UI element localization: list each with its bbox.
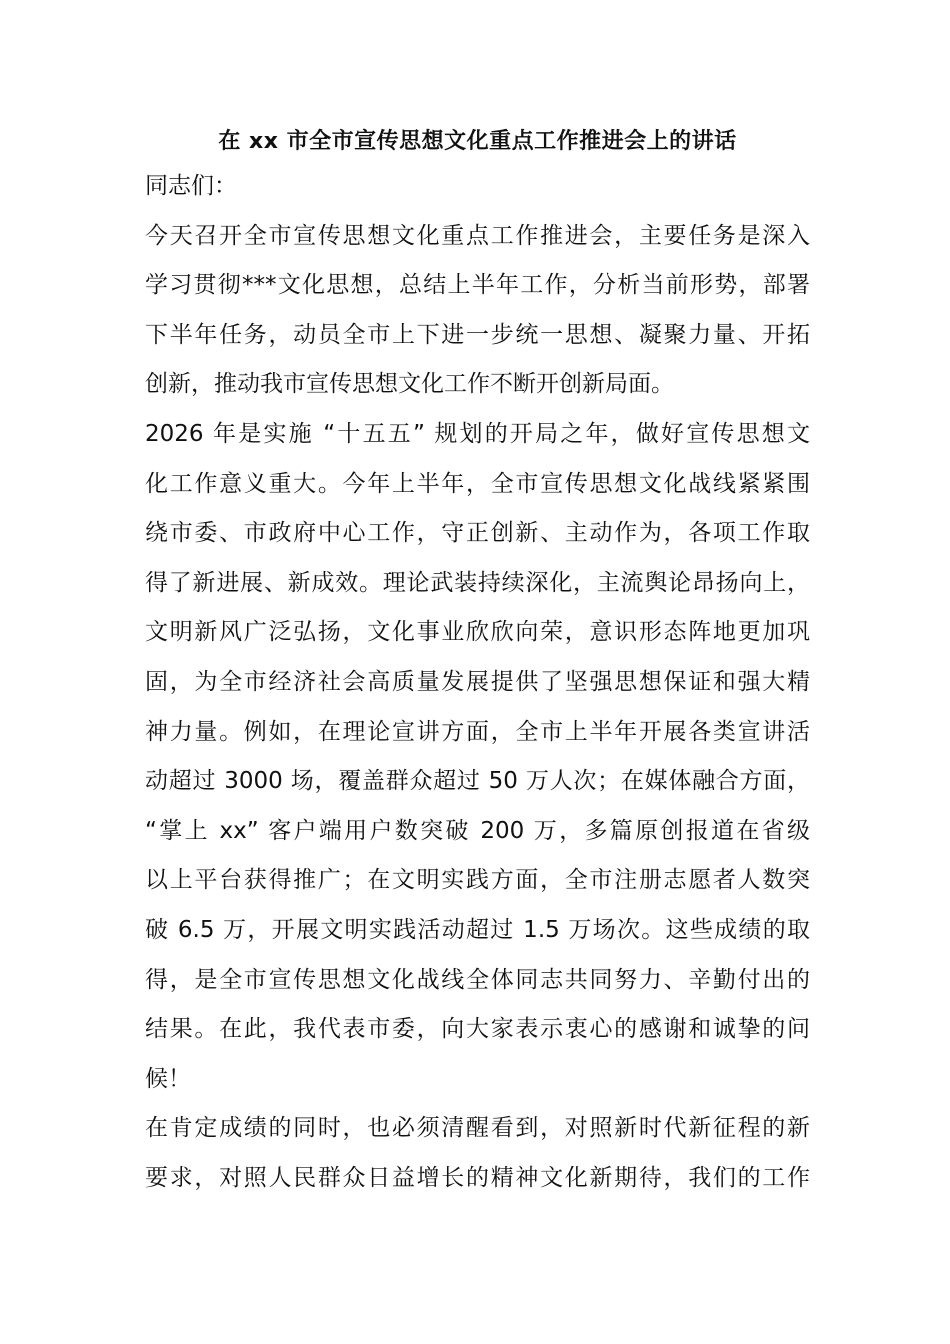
text-line: 下半年任务，动员全市上下进一步统一思想、凝聚力量、开拓 <box>145 321 810 348</box>
text-line: 固，为全市经济社会高质量发展提供了坚强思想保证和强大精 <box>145 668 810 695</box>
text-line: 要求，对照人民群众日益增长的精神文化新期待，我们的工作 <box>145 1164 810 1191</box>
text-line: 绕市委、市政府中心工作，守正创新、主动作为，各项工作取 <box>145 520 810 547</box>
text-line: 学习贯彻***文化思想，总结上半年工作，分析当前形势，部署 <box>145 272 810 299</box>
text-line: 今天召开全市宣传思想文化重点工作推进会，主要任务是深入 <box>145 222 810 249</box>
speech-title: 在 xx 市全市宣传思想文化重点工作推进会上的讲话 <box>218 129 737 154</box>
text-line: “掌上 xx” 客户端用户数突破 200 万，多篇原创报道在省级 <box>145 817 810 844</box>
text-line: 神力量。例如，在理论宣讲方面，全市上半年开展各类宣讲活 <box>145 718 810 745</box>
text-line: 动超过 3000 场，覆盖群众超过 50 万人次；在媒体融合方面， <box>145 768 810 795</box>
text-line: 候！ <box>145 1065 191 1092</box>
text-line: 破 6.5 万，开展文明实践活动超过 1.5 万场次。这些成绩的取 <box>145 916 810 943</box>
text-line: 2026 年是实施 “十五五” 规划的开局之年，做好宣传思想文 <box>145 420 810 447</box>
text-line: 在肯定成绩的同时，也必须清醒看到，对照新时代新征程的新 <box>145 1115 810 1142</box>
text-line: 得，是全市宣传思想文化战线全体同志共同努力、辛勤付出的 <box>145 966 810 993</box>
text-line: 化工作意义重大。今年上半年，全市宣传思想文化战线紧紧围 <box>145 470 810 497</box>
text-line: 结果。在此，我代表市委，向大家表示衷心的感谢和诚挚的问 <box>145 1016 810 1043</box>
speech-text <box>145 162 810 1203</box>
document-body <box>145 122 810 1203</box>
text-line: 以上平台获得推广；在文明实践方面，全市注册志愿者人数突 <box>145 867 810 894</box>
text-line: 同志们： <box>145 173 237 199</box>
text-line: 创新，推动我市宣传思想文化工作不断开创新局面。 <box>145 371 674 398</box>
text-line: 文明新风广泛弘扬，文化事业欣欣向荣，意识形态阵地更加巩 <box>145 619 810 646</box>
text-line: 得了新进展、新成效。理论武装持续深化，主流舆论昂扬向上， <box>145 569 810 596</box>
